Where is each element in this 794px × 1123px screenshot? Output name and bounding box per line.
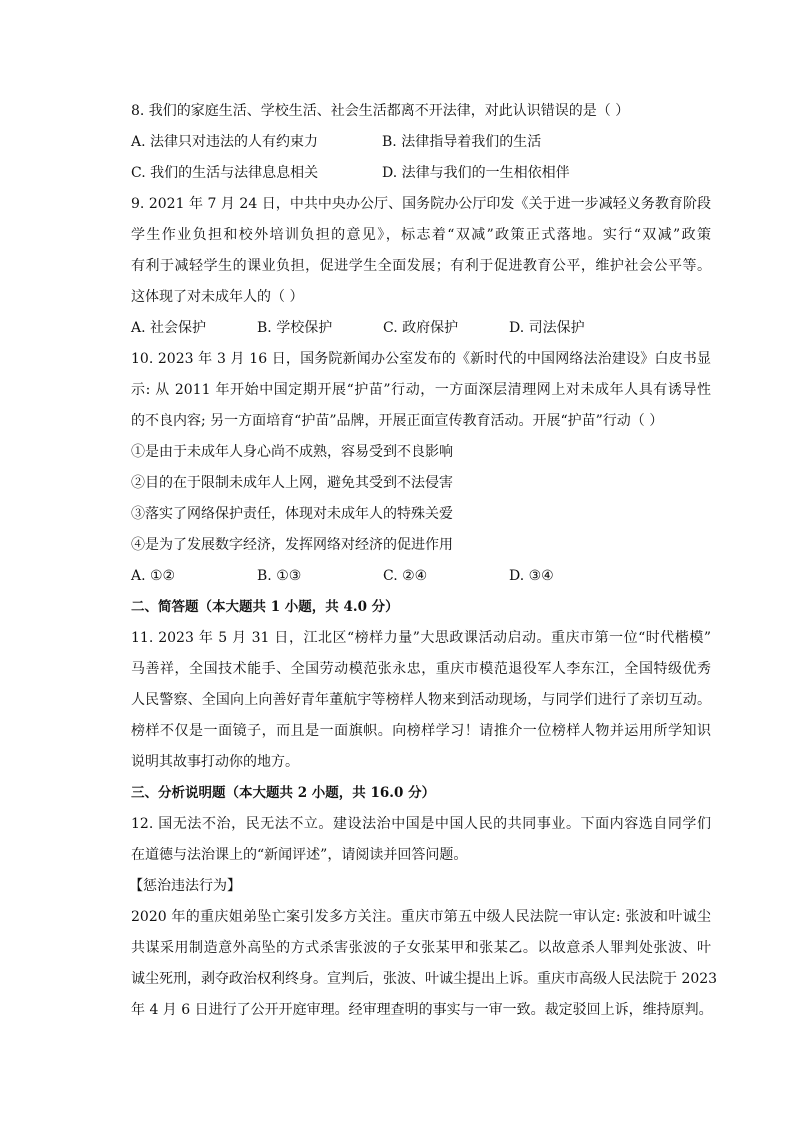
q12-para-line-1: 2020 年的重庆姐弟坠亡案引发多方关注。重庆市第五中级人民法院一审认定: 张波和叶诚尘: [131, 909, 711, 925]
q10-line-2: 示: 从 2011 年开始中国定期开展“护苗”行动，一方面深层清理网上对未成年人具有诱导性: [131, 382, 711, 398]
q11-line-3: 人民警察、全国向上向善好青年董航宇等榜样人物来到活动现场，与同学们进行了亲切互动。: [131, 692, 711, 708]
q11-line-5: 说明其故事打动你的地方。: [131, 754, 299, 770]
q8-stem: 8. 我们的家庭生活、学校生活、社会生活都离不开法律，对此认识错误的是（ ）: [131, 103, 630, 119]
section-2-title: 二、简答题（本大题共 1 小题，共 4.0 分）: [131, 599, 399, 615]
q12-line-2: 在道德与法治课上的“新闻评述”，请阅读并回答问题。: [131, 847, 468, 863]
q10-item-3: ③落实了网络保护责任，体现对未成年人的特殊关爱: [131, 506, 453, 522]
q9-line-3: 有利于减轻学生的课业负担，促进学生全面发展；有利于促进教育公平，维护社会公平等。: [131, 258, 711, 274]
q8-options-row-1: [131, 127, 711, 158]
q9-option-c: C. 政府保护: [383, 320, 459, 336]
q10-line-1: 10. 2023 年 3 月 16 日，国务院新闻办公室发布的《新时代的中国网络法治建设》白皮书显: [131, 351, 711, 367]
q12-para-line-4: 年 4 月 6 日进行了公开开庭审理。经审理查明的事实与一审一致。裁定驳回上诉，维持原判。: [131, 1002, 713, 1018]
q10-line-3: 的不良内容; 另一方面培育“护苗”品牌，开展正面宣传教育活动。开展“护苗”行动（ ）: [131, 413, 664, 429]
q9-options-row: [131, 313, 711, 344]
q8-option-d: D. 法律与我们的一生相依相伴: [382, 165, 570, 181]
exam-content: [129, 96, 718, 1026]
q10-item-1: ①是由于未成年人身心尚不成熟，容易受到不良影响: [131, 444, 453, 460]
q9-option-a: A. 社会保护: [131, 320, 207, 336]
q11-line-4: 榜样不仅是一面镜子，而且是一面旗帜。向榜样学习！请推介一位榜样人物并运用所学知识: [131, 723, 711, 739]
q9-option-b: B. 学校保护: [257, 320, 333, 336]
q11-line-2: 马善祥，全国技术能手、全国劳动模范张永忠，重庆市模范退役军人李东江，全国特级优秀: [131, 661, 711, 677]
q9-option-d: D. 司法保护: [509, 320, 585, 336]
q10-options-row: [131, 561, 711, 592]
q10-option-b: B. ①③: [257, 568, 302, 584]
q11-line-1: 11. 2023 年 5 月 31 日，江北区“榜样力量”大思政课活动启动。重庆市第一位“时代楷模”: [131, 630, 711, 646]
q12-line-1: 12. 国无法不治，民无法不立。建设法治中国是中国人民的共同事业。下面内容选自同学们: [131, 816, 711, 832]
q9-line-4: 这体现了对未成年人的（ ）: [131, 289, 304, 305]
q12-subtitle: 【惩治违法行为】: [129, 878, 241, 894]
q10-option-a: A. ①②: [131, 568, 176, 584]
q9-line-2: 学生作业负担和校外培训负担的意见》，标志着“双减”政策正式落地。实行“双减”政策: [131, 227, 711, 243]
q12-para-line-3: 诚尘死刑，剥夺政治权利终身。宣判后，张波、叶诚尘提出上诉。重庆市高级人民法院于 2023: [131, 971, 718, 987]
section-3-title: 三、分析说明题（本大题共 2 小题，共 16.0 分）: [131, 785, 436, 801]
q10-item-2: ②目的在于限制未成年人上网，避免其受到不法侵害: [131, 475, 453, 491]
q8-options-row-2: [131, 158, 711, 189]
q10-option-c: C. ②④: [383, 568, 428, 584]
q9-line-1: 9. 2021 年 7 月 24 日，中共中央办公厅、国务院办公厅印发《关于进一步减轻义务教育阶段: [131, 196, 711, 212]
q12-para-line-2: 共谋采用制造意外高坠的方式杀害张波的子女张某甲和张某乙。以故意杀人罪判处张波、叶: [131, 940, 711, 956]
q10-item-4: ④是为了发展数字经济，发挥网络对经济的促进作用: [131, 537, 453, 553]
q8-option-a: A. 法律只对违法的人有约束力: [131, 134, 319, 150]
q8-option-c: C. 我们的生活与法律息息相关: [131, 165, 319, 181]
q10-option-d: D. ③④: [509, 568, 554, 584]
q8-option-b: B. 法律指导着我们的生活: [382, 134, 542, 150]
